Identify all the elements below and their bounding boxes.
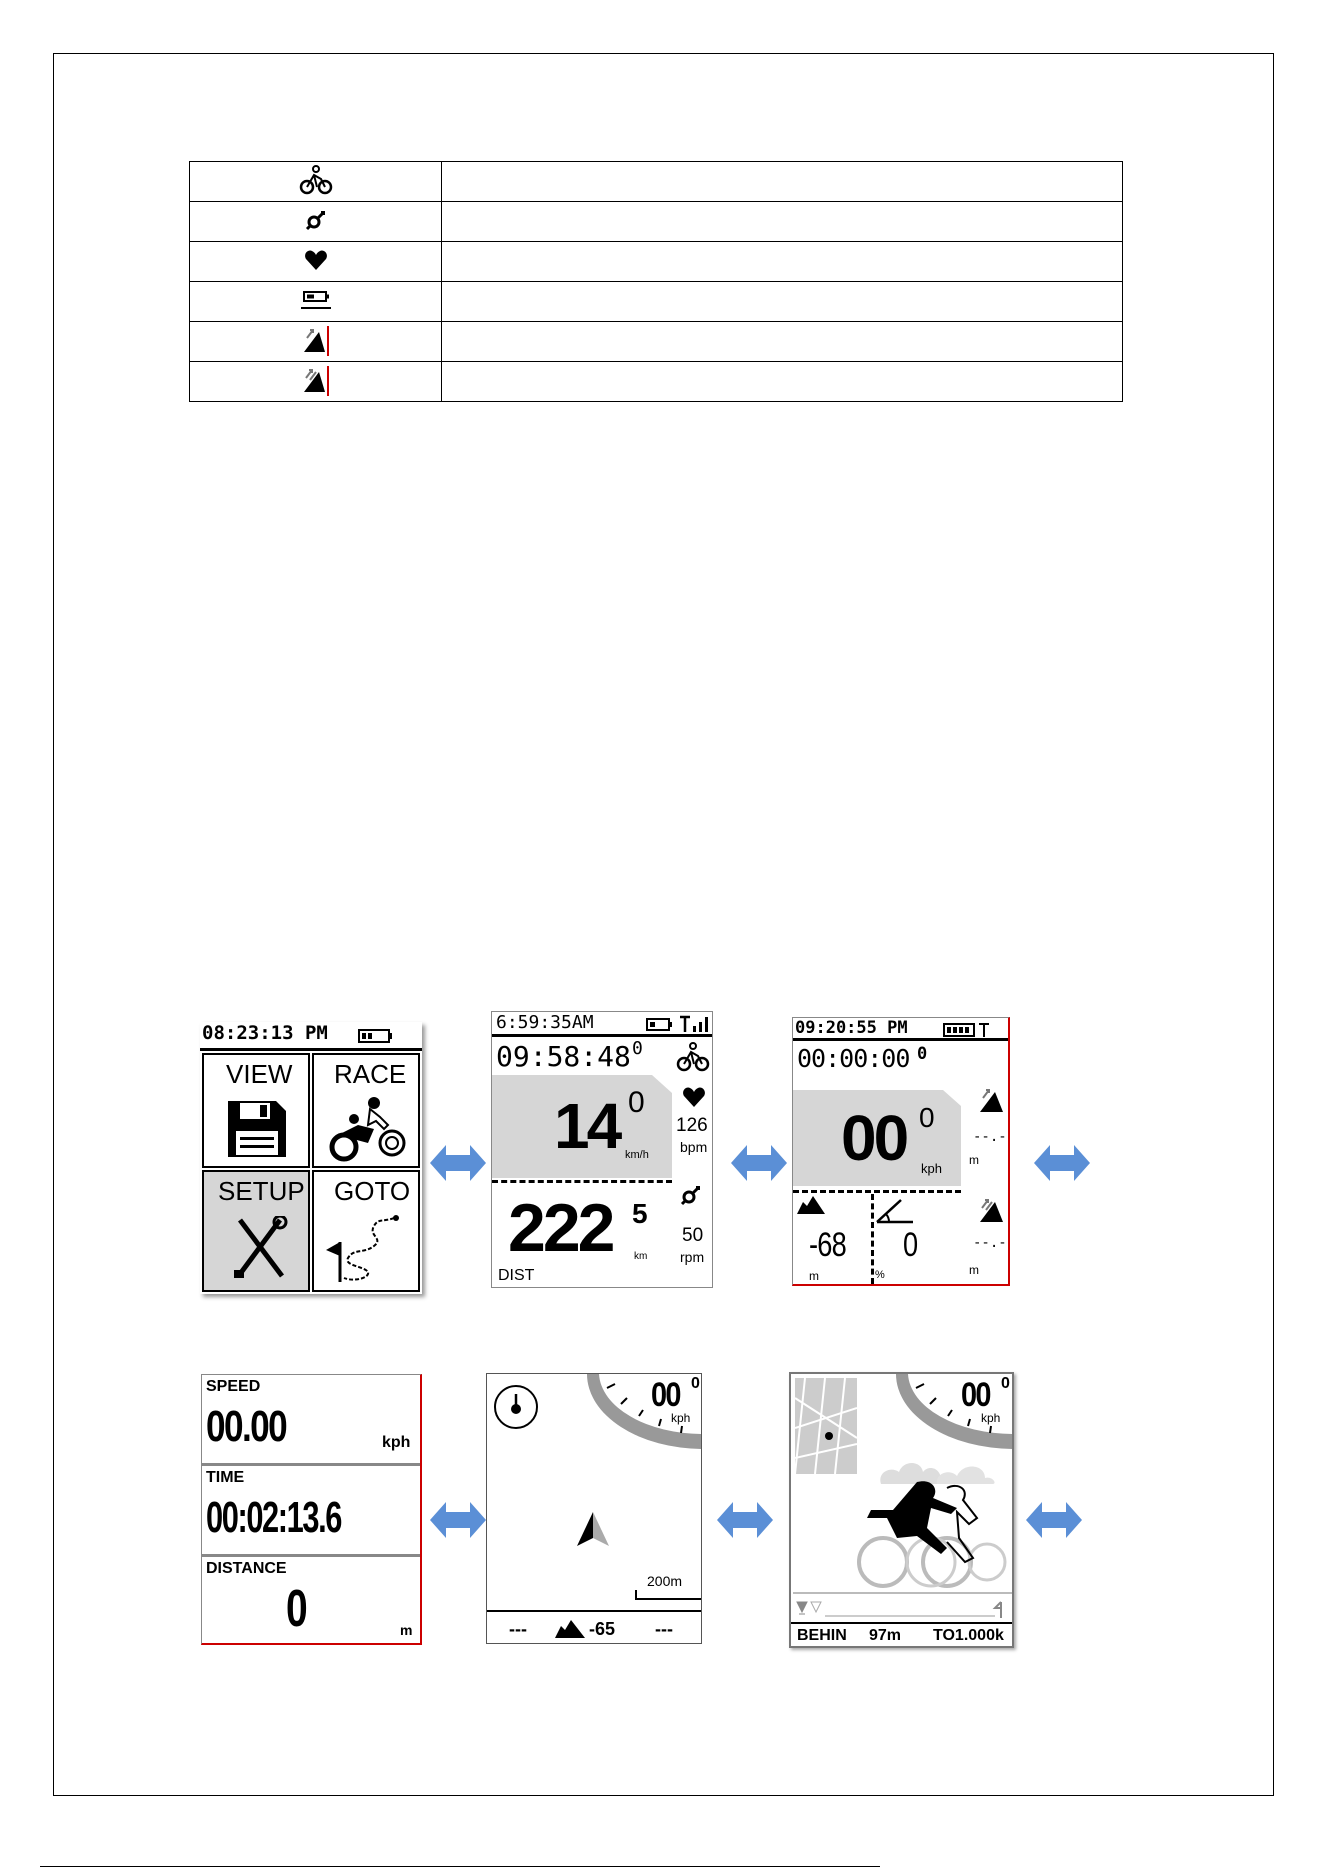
right-value: ---	[655, 1619, 673, 1639]
tile-label: VIEW	[226, 1059, 293, 1089]
ascent-unit: m	[969, 1153, 979, 1167]
speed-tenths: 0	[691, 1375, 700, 1392]
menu-tile-race[interactable]	[312, 1053, 420, 1168]
screen-main-menu	[200, 1022, 422, 1294]
battery-full-icon	[943, 1022, 993, 1038]
scale-bar	[635, 1590, 701, 1600]
panel-divider	[492, 1180, 672, 1183]
screen-virtual-race	[789, 1372, 1014, 1648]
speed-value: 00	[651, 1376, 680, 1414]
track-markers-icon	[795, 1600, 1011, 1622]
menu-tile-goto[interactable]	[312, 1170, 420, 1292]
legend-row	[190, 362, 1123, 402]
screen-ride-data	[491, 1011, 713, 1288]
compass-icon[interactable]	[493, 1384, 539, 1430]
position-arrow-icon	[575, 1510, 611, 1548]
heart-icon	[682, 1086, 706, 1108]
icon-legend-table	[189, 161, 1123, 402]
field-value: 00.00	[206, 1402, 287, 1451]
cadence-sensor-icon	[305, 209, 327, 231]
speed-unit: kph	[671, 1411, 691, 1425]
heart-rate-unit: bpm	[680, 1139, 708, 1155]
double-arrow-icon	[715, 1500, 775, 1540]
scale-label: 200m	[647, 1573, 683, 1589]
route-flag-icon	[324, 1212, 412, 1288]
cadence-unit: rpm	[680, 1249, 705, 1265]
speed-value: 00	[961, 1376, 990, 1414]
altitude-unit: m	[809, 1269, 819, 1283]
field-distance	[202, 1557, 421, 1645]
heart-icon	[304, 249, 328, 271]
behind-distance: 97m	[869, 1627, 902, 1644]
header-divider	[492, 1034, 713, 1037]
double-arrow-icon	[1032, 1143, 1092, 1183]
ride-timer-tenths: 0	[632, 1038, 643, 1059]
speed-value: 00	[841, 1102, 907, 1174]
column-divider	[871, 1194, 874, 1284]
descent-unit: m	[969, 1263, 979, 1277]
left-value: ---	[509, 1619, 527, 1639]
race-rider-icon	[328, 1095, 408, 1163]
battery-icon	[646, 1018, 674, 1031]
ascent-value: --.-	[973, 1129, 1007, 1145]
tile-label: RACE	[334, 1059, 407, 1089]
menu-tile-view[interactable]	[202, 1053, 310, 1168]
speed-value: 14	[554, 1090, 620, 1162]
footer-divider	[487, 1610, 702, 1612]
race-cyclists-illustration	[847, 1478, 1007, 1598]
speed-tenths: 0	[628, 1086, 645, 1119]
speed-unit: kph	[981, 1411, 1001, 1425]
legend-row	[190, 162, 1123, 202]
descent-value: --.-	[973, 1235, 1007, 1251]
screen-big-fields	[201, 1374, 422, 1645]
grade-value: 0	[903, 1226, 919, 1264]
altitude-gain-icon	[977, 1194, 1007, 1226]
speed-tenths: 0	[1001, 1375, 1010, 1392]
map-thumbnail	[795, 1378, 857, 1474]
panel-divider	[793, 1190, 961, 1193]
behind-label: BEHIN	[797, 1627, 847, 1644]
mountain-icon	[555, 1618, 585, 1638]
clock-time: 08:23:13 PM	[202, 1022, 328, 1044]
double-arrow-icon	[428, 1143, 488, 1183]
double-arrow-icon	[1024, 1500, 1084, 1540]
double-arrow-icon	[428, 1500, 488, 1540]
header-divider	[200, 1048, 422, 1051]
field-speed	[202, 1375, 421, 1466]
distance-tenths: 5	[632, 1198, 648, 1229]
distance-value: 222	[508, 1190, 613, 1266]
legend-row	[190, 242, 1123, 282]
footer-divider	[791, 1622, 1014, 1624]
clock-time: 6:59:35AM	[496, 1012, 594, 1033]
clock-time: 09:20:55 PM	[795, 1018, 908, 1038]
tile-label: GOTO	[334, 1176, 411, 1206]
header-divider	[793, 1038, 1010, 1041]
field-value: 00:02:13.6	[206, 1493, 341, 1542]
speed-unit: km/h	[625, 1149, 649, 1161]
signal-icon	[678, 1015, 710, 1033]
field-value: 0	[286, 1580, 308, 1638]
ride-timer: 00:00:00	[797, 1044, 910, 1073]
distance-unit: km	[634, 1251, 648, 1262]
altitude-up-icon	[977, 1084, 1007, 1116]
grade-unit: %	[875, 1269, 885, 1281]
heart-rate-value: 126	[676, 1115, 708, 1136]
bike-sensor-icon	[299, 165, 333, 195]
mountain-icon	[797, 1194, 825, 1214]
menu-tile-setup[interactable]	[202, 1170, 310, 1292]
battery-icon	[358, 1029, 394, 1043]
altitude-value: -68	[809, 1226, 846, 1264]
field-unit: m	[400, 1622, 413, 1638]
speed-unit: kph	[921, 1161, 942, 1176]
ride-timer-tenths: 0	[917, 1044, 928, 1064]
altitude-gain-icon	[301, 364, 331, 396]
tools-icon	[232, 1216, 288, 1280]
cadence-sensor-icon	[680, 1184, 702, 1206]
distance-label: DIST	[498, 1267, 535, 1284]
field-time	[202, 1466, 421, 1557]
track-line	[793, 1592, 1014, 1594]
floppy-disk-icon	[226, 1099, 288, 1159]
field-label: TIME	[206, 1469, 245, 1486]
altitude-up-icon	[301, 324, 331, 356]
legend-row	[190, 202, 1123, 242]
cadence-value: 50	[682, 1225, 704, 1246]
ride-timer: 09:58:48	[496, 1040, 631, 1073]
battery-icon	[300, 289, 332, 311]
altitude-value: -65	[589, 1619, 616, 1639]
legend-row	[190, 282, 1123, 322]
speed-tenths: 0	[919, 1102, 935, 1133]
footer-rule	[40, 1866, 880, 1867]
grade-angle-icon	[875, 1196, 915, 1224]
legend-row	[190, 322, 1123, 362]
target-distance: TO1.000k	[933, 1627, 1004, 1644]
tile-label: SETUP	[218, 1176, 305, 1206]
screen-map	[486, 1373, 702, 1644]
field-label: SPEED	[206, 1378, 261, 1395]
bike-sensor-icon	[676, 1042, 710, 1072]
field-unit: kph	[382, 1434, 411, 1451]
field-label: DISTANCE	[206, 1560, 287, 1577]
double-arrow-icon	[729, 1143, 789, 1183]
screen-altitude	[792, 1017, 1010, 1286]
